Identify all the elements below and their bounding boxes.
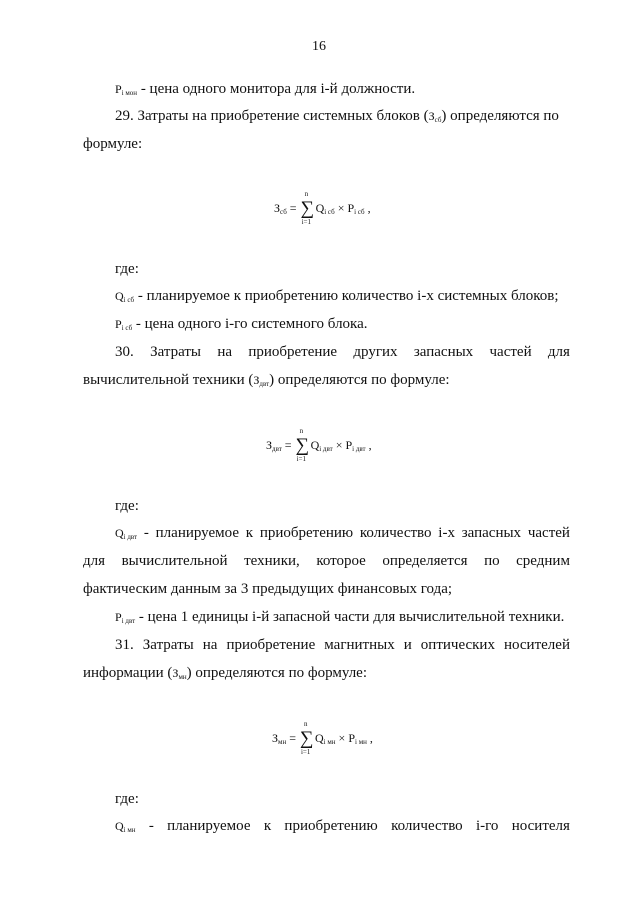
paragraph-text: ) определяются по формуле:: [186, 665, 367, 681]
word: i-го: [475, 818, 499, 834]
formula-q-sub: i двт: [319, 444, 333, 453]
formula-q: Q: [314, 730, 324, 745]
sum-lower-limit: i=1: [300, 748, 311, 756]
subscript: сб: [434, 116, 442, 124]
formula-q-sub: i мн: [323, 737, 336, 746]
symbol-q: Q: [115, 819, 124, 833]
definition-p-sb: [115, 315, 368, 337]
subscript: i двт: [121, 617, 136, 625]
definition-q-dvt-end: фактическим данным за 3 предыдущих финансовых года;: [83, 581, 453, 597]
word: которое: [316, 553, 366, 569]
symbol-p: P: [115, 317, 122, 331]
formula-lhs: З: [272, 730, 279, 745]
formula-p: P: [348, 730, 355, 745]
formula-lhs-sub: сб: [280, 207, 287, 216]
formula-lhs: З: [266, 437, 273, 452]
symbol-z: З: [428, 109, 435, 123]
paragraph-text: ) определяются по формуле:: [269, 372, 450, 388]
definition-q-mn: [115, 817, 570, 839]
word: количество: [391, 818, 463, 834]
definition-q-dvt-cont: [83, 552, 570, 570]
word: запасных: [461, 525, 522, 541]
paragraph-text: вычислительной техники (: [83, 372, 254, 388]
subscript: i мн: [123, 826, 136, 834]
formula-p-sub: i двт: [352, 444, 366, 453]
formula-sb: [0, 190, 640, 230]
symbol-p: P: [115, 82, 122, 96]
definition-q-dvt: [115, 524, 570, 546]
sum-lower-limit: i=1: [296, 455, 306, 463]
word: техники,: [244, 553, 300, 569]
word: определяется: [382, 553, 468, 569]
formula-p-sub: i мн: [355, 737, 367, 746]
formula-times: ×: [335, 437, 343, 452]
symbol-q: Q: [115, 526, 124, 540]
word: планируемое: [167, 818, 251, 834]
definition-text: - цена 1 единицы i-й запасной части для вычислительной техники.: [135, 609, 565, 625]
word: магнитных: [324, 637, 395, 653]
definition-p-dvt: [115, 608, 564, 630]
word: оптических: [420, 637, 495, 653]
sum-upper-limit: n: [304, 190, 309, 198]
formula-tail: ,: [366, 730, 373, 745]
sum-symbol: [295, 427, 310, 463]
subscript: i мон: [121, 89, 138, 97]
formula-tail: ,: [364, 200, 371, 215]
word: -: [148, 818, 154, 834]
word: к: [263, 818, 272, 834]
word: 31.: [115, 637, 134, 653]
page-number: 16: [312, 39, 326, 54]
formula-lhs-sub: двт: [272, 444, 282, 453]
word: средним: [516, 553, 570, 569]
word: частей: [527, 525, 570, 541]
formula-p: P: [347, 200, 355, 215]
paragraph-30-start: [115, 343, 570, 361]
definition-p-mon: [115, 80, 415, 102]
symbol-z: З: [172, 666, 179, 680]
paragraph-text: ) определяются по: [441, 108, 559, 124]
paragraph-30-end: [83, 371, 450, 393]
word: Затраты: [142, 637, 194, 653]
sum-symbol: [300, 190, 315, 226]
subscript: i сб: [123, 296, 135, 304]
formula-q: Q: [310, 437, 320, 452]
word: 30.: [115, 344, 134, 360]
paragraph-31-start: [115, 636, 570, 654]
formula-lhs: З: [274, 200, 281, 215]
subscript: i сб: [121, 324, 133, 332]
word: Затраты: [150, 344, 201, 360]
where-label: где:: [115, 791, 139, 807]
formula-equals: =: [284, 437, 292, 452]
definition-q-sb: [115, 287, 559, 309]
subscript: i двт: [123, 533, 138, 541]
sum-symbol: [299, 720, 314, 756]
formula-p-sub: i сб: [354, 207, 365, 216]
subscript: двт: [259, 380, 270, 388]
formula-times: ×: [337, 200, 345, 215]
paragraph-text: информации (: [83, 665, 173, 681]
definition-text: - планируемое к приобретению количество i-х системных блоков;: [134, 288, 559, 304]
symbol-z: З: [253, 373, 260, 387]
formula-q-sub: i сб: [324, 207, 335, 216]
word: для: [547, 344, 570, 360]
word: приобретению: [259, 525, 354, 541]
sum-upper-limit: n: [303, 720, 308, 728]
word: для: [83, 553, 106, 569]
formula-tail: ,: [365, 437, 372, 452]
word: и: [403, 637, 412, 653]
formula-mn: [0, 720, 640, 760]
sum-lower-limit: i=1: [301, 218, 311, 226]
symbol-q: Q: [115, 289, 124, 303]
word: количество: [359, 525, 432, 541]
paragraph-31-end: [83, 664, 367, 686]
word: по: [484, 553, 500, 569]
paragraph-29-end: формуле:: [83, 136, 143, 152]
word: -: [143, 525, 149, 541]
definition-text: - цена одного монитора для i-й должности.: [137, 81, 416, 97]
formula-equals: =: [289, 730, 296, 745]
word: приобретению: [284, 818, 378, 834]
sigma-icon: ∑: [300, 198, 315, 219]
word: носителя: [511, 818, 570, 834]
word: на: [202, 637, 218, 653]
formula-equals: =: [289, 200, 297, 215]
formula-times: ×: [338, 730, 346, 745]
definition-text: - цена одного i-го системного блока.: [132, 316, 368, 332]
sigma-icon: ∑: [299, 728, 314, 749]
word: запасных: [413, 344, 474, 360]
word: носителей: [504, 637, 570, 653]
formula-dvt: [0, 427, 640, 467]
word: частей: [489, 344, 532, 360]
formula-p: P: [345, 437, 353, 452]
word: i-х: [438, 525, 455, 541]
word: вычислительной: [121, 553, 228, 569]
where-label: где:: [115, 261, 139, 277]
word: других: [353, 344, 398, 360]
paragraph-29-start: [115, 107, 559, 129]
symbol-p: P: [115, 610, 122, 624]
word: приобретение: [226, 637, 316, 653]
sum-upper-limit: n: [299, 427, 304, 435]
formula-lhs-sub: мн: [278, 737, 287, 746]
word: к: [245, 525, 254, 541]
where-label: где:: [115, 498, 139, 514]
word: на: [217, 344, 232, 360]
subscript: мн: [178, 673, 187, 681]
paragraph-text: 29. Затраты на приобретение системных блоков (: [115, 108, 429, 124]
word: приобретение: [248, 344, 338, 360]
sigma-icon: ∑: [295, 435, 310, 456]
formula-q: Q: [315, 200, 325, 215]
word: планируемое: [155, 525, 239, 541]
